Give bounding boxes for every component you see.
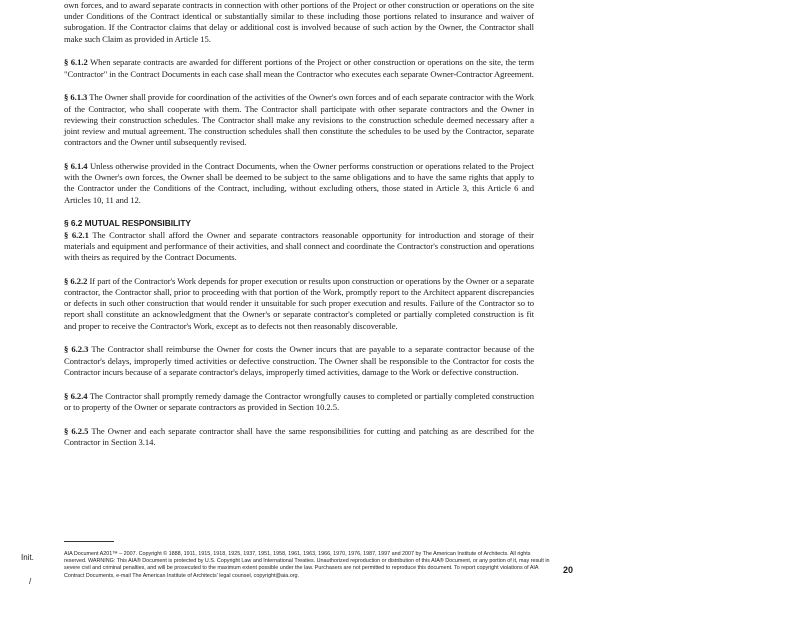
initials-label: Init. xyxy=(21,553,34,562)
footer-rule xyxy=(64,541,114,542)
section-number: § 6.2.2 xyxy=(64,275,88,286)
initials-slash: / xyxy=(29,577,32,586)
section-number: § 6.2.4 xyxy=(64,390,88,401)
paragraph-text: The Owner shall provide for coordination of the activities of the Owner's own forces and of each separate contractor with the Work of the Contractor, who shall cooperate with them. The Contractor shall participate with other separate contractors and the Owner in reviewing their construction schedules. The Contractor shall make any revisions to the construction schedule deemed necessary after a joint review and mutual agreement. The construction schedules shall then constitute the schedules to be used by the Contractor, separate contractors and the Owner until subsequently revised. xyxy=(64,92,534,148)
page-number: 20 xyxy=(563,565,574,575)
paragraph-6-2-1 xyxy=(64,230,534,264)
copyright-footer: AIA Document A201™ – 2007. Copyright © 1888, 1911, 1915, 1918, 1925, 1937, 1951, 1958, 1961, 1963, 1966, 1970, 1976, 1987, 1997 and 2007 by The American Institute of Architects. All rights reserved. WARNING: This AIA® Document is protected by U.S. Copyright Law and International Treaties. Unauthorized reproduction or distribution of this AIA® Document, or any portion of it, may result in severe civil and criminal penalties, and will be prosecuted to the maximum extent possible under the law. Purchasers are not permitted to reproduce this document. To report copyright violations of AIA Contract Documents, e-mail The American Institute of Architects' legal counsel, copyright@aia.org. xyxy=(64,551,550,579)
paragraph-text: The Owner and each separate contractor shall have the same responsibilities for cutting and patching as are described for the Contractor in Section 3.14. xyxy=(64,425,534,447)
paragraph-text: When separate contracts are awarded for different portions of the Project or other construction or operations on the site, the term "Contractor" in the Contract Documents in each case shall mean the Contractor who executes each separate Owner-Contractor Agreement. xyxy=(64,57,534,79)
section-number: § 6.1.2 xyxy=(64,57,88,68)
section-number: § 6.2.1 xyxy=(64,229,89,240)
paragraph-6-1-4 xyxy=(64,161,534,206)
paragraph-text: Unless otherwise provided in the Contract Documents, when the Owner performs construction or operations related to the Project with the Owner's own forces, the Owner shall be deemed to be subject to the same obligations and to have the same rights that apply to the Contractor under the Conditions of the Contract, including, without excluding others, those stated in Article 3, this Article 6 and Articles 10, 11 and 12. xyxy=(64,161,534,205)
paragraph-6-2-2 xyxy=(64,276,534,332)
paragraph-text: If part of the Contractor's Work depends for proper execution or results upon construction or operations by the Owner or a separate contractor, the Contractor shall, prior to proceeding with that portion of the Work, promptly report to the Architect apparent discrepancies or defects in such other construction that would render it unsuitable for such proper execution and results. Failure of the Contractor so to report shall constitute an acknowledgment that the Owner's or separate contractor's completed or partially completed construction is fit and proper to receive the Contractor's Work, except as to defects not then reasonably discoverable. xyxy=(64,275,534,331)
section-number: § 6.1.4 xyxy=(64,161,88,172)
section-number: § 6.2.3 xyxy=(64,344,89,355)
paragraph-6-2-4 xyxy=(64,391,534,413)
paragraph-6-2-3 xyxy=(64,344,534,378)
paragraph-6-2-5 xyxy=(64,426,534,448)
paragraph-6-1-2 xyxy=(64,57,534,79)
paragraph-text: The Contractor shall promptly remedy damage the Contractor wrongfully causes to completed or partially completed construction or to property of the Owner or separate contractors as provided in Section 10.2.5. xyxy=(64,390,534,412)
section-number: § 6.1.3 xyxy=(64,92,88,103)
paragraph-6-1-3 xyxy=(64,92,534,148)
section-heading: § 6.2 MUTUAL RESPONSIBILITY xyxy=(64,218,191,229)
paragraph-continuation xyxy=(64,0,534,45)
section-number: § 6.2.5 xyxy=(64,425,89,436)
document-body xyxy=(64,0,534,461)
paragraph-text: The Contractor shall afford the Owner and separate contractors reasonable opportunity for introduction and storage of their materials and equipment and performance of their activities, and shall connect and coordinate the Contractor's construction and operations with theirs as required by the Contract Documents. xyxy=(64,229,534,263)
paragraph-text: own forces, and to award separate contracts in connection with other portions of the Project or other construction or operations on the site under Conditions of the Contract identical or substantially similar to these including those portions related to insurance and waiver of subrogation. If the Contractor claims that delay or additional cost is involved because of such action by the Owner, the Contractor shall make such Claim as provided in Article 15. xyxy=(64,0,534,44)
paragraph-text: The Contractor shall reimburse the Owner for costs the Owner incurs that are payable to a separate contractor because of the Contractor's delays, improperly timed activities or defective construction. The Owner shall be responsible to the Contractor for costs the Contractor incurs because of a separate contractor's delays, improperly timed activities, damage to the Work or defective construction. xyxy=(64,344,534,377)
